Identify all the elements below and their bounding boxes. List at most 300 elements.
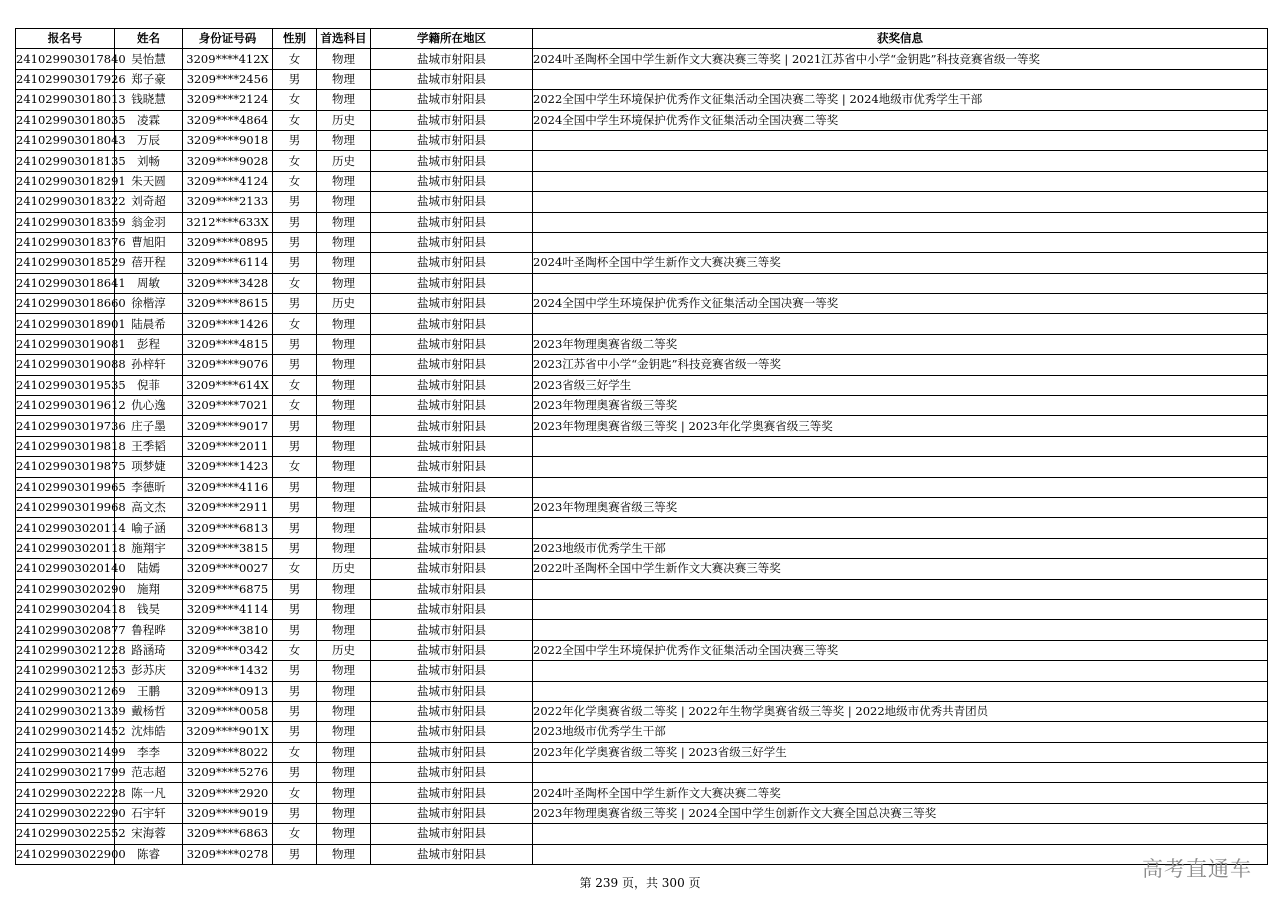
cell-awards: 2023年物理奥赛省级二等奖 xyxy=(533,334,1268,354)
cell-region: 盐城市射阳县 xyxy=(371,783,533,803)
table-body xyxy=(16,49,1268,865)
cell-registration-id: 241029903020118 xyxy=(16,538,115,558)
cell-name: 吴怡慧 xyxy=(115,49,183,69)
cell-id-card: 3209****8615 xyxy=(183,294,273,314)
cell-name: 路涵琦 xyxy=(115,640,183,660)
cell-id-card: 3209****0278 xyxy=(183,844,273,864)
cell-gender: 女 xyxy=(273,640,317,660)
cell-gender: 男 xyxy=(273,294,317,314)
table-row xyxy=(16,90,1268,110)
table-row xyxy=(16,742,1268,762)
cell-subject: 物理 xyxy=(317,681,371,701)
cell-subject: 物理 xyxy=(317,396,371,416)
cell-awards: 2023年物理奥赛省级三等奖 | 2023年化学奥赛省级三等奖 xyxy=(533,416,1268,436)
cell-registration-id: 241029903018660 xyxy=(16,294,115,314)
cell-subject: 物理 xyxy=(317,232,371,252)
cell-registration-id: 241029903018135 xyxy=(16,151,115,171)
cell-subject: 物理 xyxy=(317,803,371,823)
cell-subject: 历史 xyxy=(317,294,371,314)
cell-id-card: 3209****1423 xyxy=(183,457,273,477)
cell-subject: 物理 xyxy=(317,701,371,721)
cell-name: 喻子涵 xyxy=(115,518,183,538)
table-row xyxy=(16,192,1268,212)
cell-registration-id: 241029903019875 xyxy=(16,457,115,477)
cell-gender: 男 xyxy=(273,599,317,619)
cell-id-card: 3209****2133 xyxy=(183,192,273,212)
cell-awards: 2023江苏省中小学“金钥匙”科技竞赛省级一等奖 xyxy=(533,355,1268,375)
table-row xyxy=(16,783,1268,803)
cell-gender: 男 xyxy=(273,579,317,599)
table-row xyxy=(16,661,1268,681)
cell-name: 陆晨希 xyxy=(115,314,183,334)
cell-subject: 物理 xyxy=(317,477,371,497)
cell-awards: 2023年物理奥赛省级三等奖 xyxy=(533,497,1268,517)
cell-name: 刘畅 xyxy=(115,151,183,171)
cell-region: 盐城市射阳县 xyxy=(371,273,533,293)
cell-registration-id: 241029903018901 xyxy=(16,314,115,334)
cell-gender: 女 xyxy=(273,783,317,803)
cell-registration-id: 241029903019088 xyxy=(16,355,115,375)
cell-subject: 物理 xyxy=(317,518,371,538)
cell-registration-id: 241029903019965 xyxy=(16,477,115,497)
cell-region: 盐城市射阳县 xyxy=(371,763,533,783)
cell-subject: 物理 xyxy=(317,844,371,864)
cell-id-card: 3209****4815 xyxy=(183,334,273,354)
cell-subject: 物理 xyxy=(317,171,371,191)
cell-gender: 男 xyxy=(273,620,317,640)
table-row xyxy=(16,477,1268,497)
cell-awards: 2022全国中学生环境保护优秀作文征集活动全国决赛二等奖 | 2024地级市优秀学生干部 xyxy=(533,90,1268,110)
cell-awards xyxy=(533,599,1268,619)
cell-id-card: 3209****2011 xyxy=(183,436,273,456)
cell-id-card: 3209****6863 xyxy=(183,824,273,844)
cell-region: 盐城市射阳县 xyxy=(371,416,533,436)
cell-name: 彭苏庆 xyxy=(115,661,183,681)
table-row xyxy=(16,763,1268,783)
table-row xyxy=(16,844,1268,864)
cell-registration-id: 241029903018529 xyxy=(16,253,115,273)
table-row xyxy=(16,681,1268,701)
cell-name: 徐楷淳 xyxy=(115,294,183,314)
cell-name: 曹旭阳 xyxy=(115,232,183,252)
table-row xyxy=(16,416,1268,436)
cell-name: 彭程 xyxy=(115,334,183,354)
cell-id-card: 3209****9019 xyxy=(183,803,273,823)
cell-name: 万辰 xyxy=(115,130,183,150)
cell-registration-id: 241029903019968 xyxy=(16,497,115,517)
table-row xyxy=(16,579,1268,599)
cell-registration-id: 241029903018376 xyxy=(16,232,115,252)
cell-awards xyxy=(533,192,1268,212)
cell-name: 陈一凡 xyxy=(115,783,183,803)
cell-id-card: 3209****4124 xyxy=(183,171,273,191)
cell-name: 翁金羽 xyxy=(115,212,183,232)
cell-id-card: 3209****6875 xyxy=(183,579,273,599)
cell-region: 盐城市射阳县 xyxy=(371,620,533,640)
cell-region: 盐城市射阳县 xyxy=(371,518,533,538)
cell-registration-id: 241029903020114 xyxy=(16,518,115,538)
cell-subject: 物理 xyxy=(317,742,371,762)
cell-subject: 物理 xyxy=(317,783,371,803)
cell-registration-id: 241029903019818 xyxy=(16,436,115,456)
cell-awards xyxy=(533,273,1268,293)
cell-subject: 物理 xyxy=(317,661,371,681)
cell-awards: 2022叶圣陶杯全国中学生新作文大赛决赛三等奖 xyxy=(533,559,1268,579)
cell-subject: 物理 xyxy=(317,69,371,89)
cell-name: 周敏 xyxy=(115,273,183,293)
cell-name: 沈炜皓 xyxy=(115,722,183,742)
table-row xyxy=(16,640,1268,660)
cell-awards: 2023年物理奥赛省级三等奖 xyxy=(533,396,1268,416)
col-header-gender: 性别 xyxy=(273,29,317,49)
cell-region: 盐城市射阳县 xyxy=(371,559,533,579)
cell-subject: 物理 xyxy=(317,90,371,110)
table-row xyxy=(16,457,1268,477)
table-row xyxy=(16,599,1268,619)
cell-id-card: 3209****0058 xyxy=(183,701,273,721)
cell-gender: 男 xyxy=(273,436,317,456)
cell-registration-id: 241029903022900 xyxy=(16,844,115,864)
cell-region: 盐城市射阳县 xyxy=(371,396,533,416)
cell-registration-id: 241029903022552 xyxy=(16,824,115,844)
cell-region: 盐城市射阳县 xyxy=(371,334,533,354)
cell-subject: 物理 xyxy=(317,130,371,150)
cell-name: 范志超 xyxy=(115,763,183,783)
cell-subject: 物理 xyxy=(317,49,371,69)
cell-gender: 女 xyxy=(273,110,317,130)
cell-name: 施翔 xyxy=(115,579,183,599)
cell-id-card: 3209****0895 xyxy=(183,232,273,252)
cell-gender: 女 xyxy=(273,273,317,293)
cell-awards: 2023年化学奥赛省级二等奖 | 2023省级三好学生 xyxy=(533,742,1268,762)
cell-gender: 男 xyxy=(273,212,317,232)
table-row xyxy=(16,375,1268,395)
cell-region: 盐城市射阳县 xyxy=(371,212,533,232)
cell-registration-id: 241029903021799 xyxy=(16,763,115,783)
cell-region: 盐城市射阳县 xyxy=(371,824,533,844)
cell-gender: 男 xyxy=(273,130,317,150)
table-row xyxy=(16,334,1268,354)
cell-region: 盐城市射阳县 xyxy=(371,742,533,762)
cell-name: 宋海蓉 xyxy=(115,824,183,844)
cell-registration-id: 241029903021269 xyxy=(16,681,115,701)
cell-subject: 物理 xyxy=(317,273,371,293)
cell-gender: 女 xyxy=(273,171,317,191)
table-row xyxy=(16,538,1268,558)
cell-name: 凌霖 xyxy=(115,110,183,130)
cell-id-card: 3209****3810 xyxy=(183,620,273,640)
cell-gender: 女 xyxy=(273,375,317,395)
cell-name: 高文杰 xyxy=(115,497,183,517)
cell-region: 盐城市射阳县 xyxy=(371,640,533,660)
cell-registration-id: 241029903018035 xyxy=(16,110,115,130)
col-header-name: 姓名 xyxy=(115,29,183,49)
cell-region: 盐城市射阳县 xyxy=(371,722,533,742)
col-header-subject: 首选科目 xyxy=(317,29,371,49)
cell-awards: 2023地级市优秀学生干部 xyxy=(533,538,1268,558)
cell-name: 郑子豪 xyxy=(115,69,183,89)
cell-name: 刘奇超 xyxy=(115,192,183,212)
table-row xyxy=(16,294,1268,314)
cell-id-card: 3209****9028 xyxy=(183,151,273,171)
cell-name: 石宇轩 xyxy=(115,803,183,823)
cell-region: 盐城市射阳县 xyxy=(371,130,533,150)
table-row xyxy=(16,171,1268,191)
cell-registration-id: 241029903020140 xyxy=(16,559,115,579)
col-header-id: 报名号 xyxy=(16,29,115,49)
cell-gender: 女 xyxy=(273,742,317,762)
cell-subject: 物理 xyxy=(317,457,371,477)
cell-id-card: 3209****5276 xyxy=(183,763,273,783)
cell-name: 陆嫣 xyxy=(115,559,183,579)
cell-gender: 男 xyxy=(273,69,317,89)
cell-gender: 女 xyxy=(273,396,317,416)
cell-subject: 物理 xyxy=(317,192,371,212)
cell-region: 盐城市射阳县 xyxy=(371,457,533,477)
cell-id-card: 3209****1426 xyxy=(183,314,273,334)
cell-awards xyxy=(533,661,1268,681)
cell-subject: 物理 xyxy=(317,538,371,558)
cell-gender: 女 xyxy=(273,49,317,69)
cell-id-card: 3209****9017 xyxy=(183,416,273,436)
cell-subject: 历史 xyxy=(317,110,371,130)
cell-subject: 物理 xyxy=(317,212,371,232)
cell-id-card: 3209****0913 xyxy=(183,681,273,701)
cell-awards: 2023年物理奥赛省级三等奖 | 2024全国中学生创新作文大赛全国总决赛三等奖 xyxy=(533,803,1268,823)
cell-name: 鲁程晔 xyxy=(115,620,183,640)
cell-registration-id: 241029903021253 xyxy=(16,661,115,681)
cell-registration-id: 241029903019081 xyxy=(16,334,115,354)
table-row xyxy=(16,436,1268,456)
cell-id-card: 3209****9018 xyxy=(183,130,273,150)
cell-region: 盐城市射阳县 xyxy=(371,599,533,619)
cell-awards: 2022全国中学生环境保护优秀作文征集活动全国决赛三等奖 xyxy=(533,640,1268,660)
table-row xyxy=(16,69,1268,89)
cell-region: 盐城市射阳县 xyxy=(371,497,533,517)
cell-region: 盐城市射阳县 xyxy=(371,355,533,375)
cell-region: 盐城市射阳县 xyxy=(371,232,533,252)
cell-region: 盐城市射阳县 xyxy=(371,661,533,681)
cell-registration-id: 241029903022290 xyxy=(16,803,115,823)
cell-registration-id: 241029903019612 xyxy=(16,396,115,416)
cell-id-card: 3209****3815 xyxy=(183,538,273,558)
cell-id-card: 3209****7021 xyxy=(183,396,273,416)
table-row xyxy=(16,232,1268,252)
page-number: 第 239 页，共 300 页 xyxy=(579,876,701,890)
cell-name: 施翔宇 xyxy=(115,538,183,558)
cell-id-card: 3209****6813 xyxy=(183,518,273,538)
cell-awards xyxy=(533,69,1268,89)
cell-region: 盐城市射阳县 xyxy=(371,681,533,701)
cell-region: 盐城市射阳县 xyxy=(371,294,533,314)
cell-awards: 2024叶圣陶杯全国中学生新作文大赛决赛三等奖 | 2021江苏省中小学“金钥匙”科技竞赛省级一等奖 xyxy=(533,49,1268,69)
cell-awards xyxy=(533,579,1268,599)
cell-name: 王季韬 xyxy=(115,436,183,456)
cell-id-card: 3212****633X xyxy=(183,212,273,232)
cell-name: 孙梓轩 xyxy=(115,355,183,375)
cell-subject: 物理 xyxy=(317,497,371,517)
cell-awards: 2022年化学奥赛省级二等奖 | 2022年生物学奥赛省级三等奖 | 2022地级市优秀共青团员 xyxy=(533,701,1268,721)
cell-gender: 男 xyxy=(273,763,317,783)
cell-subject: 物理 xyxy=(317,722,371,742)
cell-name: 倪菲 xyxy=(115,375,183,395)
cell-region: 盐城市射阳县 xyxy=(371,803,533,823)
cell-awards xyxy=(533,763,1268,783)
cell-awards xyxy=(533,824,1268,844)
cell-region: 盐城市射阳县 xyxy=(371,314,533,334)
cell-id-card: 3209****0027 xyxy=(183,559,273,579)
cell-registration-id: 241029903018359 xyxy=(16,212,115,232)
table-row xyxy=(16,212,1268,232)
cell-gender: 男 xyxy=(273,661,317,681)
cell-registration-id: 241029903019535 xyxy=(16,375,115,395)
cell-subject: 物理 xyxy=(317,763,371,783)
cell-registration-id: 241029903019736 xyxy=(16,416,115,436)
cell-gender: 男 xyxy=(273,538,317,558)
cell-awards xyxy=(533,518,1268,538)
cell-gender: 男 xyxy=(273,518,317,538)
cell-subject: 物理 xyxy=(317,579,371,599)
cell-name: 朱天圆 xyxy=(115,171,183,191)
col-header-idcard: 身份证号码 xyxy=(183,29,273,49)
cell-gender: 男 xyxy=(273,192,317,212)
cell-region: 盐城市射阳县 xyxy=(371,69,533,89)
cell-subject: 物理 xyxy=(317,620,371,640)
cell-name: 蓓开程 xyxy=(115,253,183,273)
cell-registration-id: 241029903018322 xyxy=(16,192,115,212)
cell-region: 盐城市射阳县 xyxy=(371,477,533,497)
cell-gender: 男 xyxy=(273,701,317,721)
cell-registration-id: 241029903020290 xyxy=(16,579,115,599)
cell-awards xyxy=(533,436,1268,456)
cell-awards xyxy=(533,477,1268,497)
cell-gender: 男 xyxy=(273,416,317,436)
cell-id-card: 3209****4114 xyxy=(183,599,273,619)
cell-awards: 2024叶圣陶杯全国中学生新作文大赛决赛二等奖 xyxy=(533,783,1268,803)
cell-id-card: 3209****1432 xyxy=(183,661,273,681)
cell-registration-id: 241029903018291 xyxy=(16,171,115,191)
table-row xyxy=(16,803,1268,823)
cell-registration-id: 241029903020877 xyxy=(16,620,115,640)
table-row xyxy=(16,824,1268,844)
cell-name: 戴杨哲 xyxy=(115,701,183,721)
cell-subject: 物理 xyxy=(317,599,371,619)
cell-gender: 男 xyxy=(273,844,317,864)
cell-id-card: 3209****2920 xyxy=(183,783,273,803)
cell-subject: 物理 xyxy=(317,355,371,375)
cell-subject: 物理 xyxy=(317,375,371,395)
cell-region: 盐城市射阳县 xyxy=(371,49,533,69)
cell-name: 李德昕 xyxy=(115,477,183,497)
cell-id-card: 3209****9076 xyxy=(183,355,273,375)
table-row xyxy=(16,49,1268,69)
cell-gender: 男 xyxy=(273,497,317,517)
cell-awards xyxy=(533,151,1268,171)
cell-region: 盐城市射阳县 xyxy=(371,579,533,599)
table-row xyxy=(16,110,1268,130)
watermark-logo: 高考直通车 xyxy=(1142,857,1252,881)
header-row xyxy=(16,29,1268,49)
cell-awards: 2023省级三好学生 xyxy=(533,375,1268,395)
cell-gender: 男 xyxy=(273,477,317,497)
cell-gender: 男 xyxy=(273,253,317,273)
table-row xyxy=(16,701,1268,721)
cell-registration-id: 241029903018013 xyxy=(16,90,115,110)
cell-registration-id: 241029903021228 xyxy=(16,640,115,660)
cell-name: 钱昊 xyxy=(115,599,183,619)
cell-id-card: 3209****2911 xyxy=(183,497,273,517)
cell-name: 王鹏 xyxy=(115,681,183,701)
table-row xyxy=(16,253,1268,273)
cell-awards xyxy=(533,171,1268,191)
table-row xyxy=(16,559,1268,579)
cell-awards xyxy=(533,232,1268,252)
cell-awards xyxy=(533,314,1268,334)
cell-registration-id: 241029903020418 xyxy=(16,599,115,619)
cell-id-card: 3209****901X xyxy=(183,722,273,742)
table-row xyxy=(16,151,1268,171)
cell-registration-id: 241029903021339 xyxy=(16,701,115,721)
cell-name: 项梦婕 xyxy=(115,457,183,477)
table-row xyxy=(16,273,1268,293)
cell-region: 盐城市射阳县 xyxy=(371,436,533,456)
cell-id-card: 3209****412X xyxy=(183,49,273,69)
cell-name: 陈睿 xyxy=(115,844,183,864)
cell-awards xyxy=(533,130,1268,150)
cell-gender: 女 xyxy=(273,314,317,334)
cell-id-card: 3209****8022 xyxy=(183,742,273,762)
cell-id-card: 3209****0342 xyxy=(183,640,273,660)
cell-registration-id: 241029903021452 xyxy=(16,722,115,742)
table-row xyxy=(16,314,1268,334)
table-row xyxy=(16,518,1268,538)
cell-awards xyxy=(533,212,1268,232)
cell-gender: 女 xyxy=(273,90,317,110)
cell-gender: 男 xyxy=(273,722,317,742)
cell-awards: 2024全国中学生环境保护优秀作文征集活动全国决赛一等奖 xyxy=(533,294,1268,314)
roster-table xyxy=(15,28,1268,865)
cell-region: 盐城市射阳县 xyxy=(371,110,533,130)
cell-registration-id: 241029903018641 xyxy=(16,273,115,293)
cell-subject: 物理 xyxy=(317,314,371,334)
cell-region: 盐城市射阳县 xyxy=(371,844,533,864)
cell-subject: 历史 xyxy=(317,640,371,660)
cell-name: 李李 xyxy=(115,742,183,762)
cell-subject: 物理 xyxy=(317,436,371,456)
cell-gender: 男 xyxy=(273,334,317,354)
cell-subject: 物理 xyxy=(317,253,371,273)
cell-gender: 男 xyxy=(273,681,317,701)
cell-awards xyxy=(533,457,1268,477)
cell-registration-id: 241029903021499 xyxy=(16,742,115,762)
cell-id-card: 3209****6114 xyxy=(183,253,273,273)
cell-region: 盐城市射阳县 xyxy=(371,701,533,721)
cell-region: 盐城市射阳县 xyxy=(371,90,533,110)
col-header-awards: 获奖信息 xyxy=(533,29,1268,49)
cell-gender: 女 xyxy=(273,457,317,477)
cell-subject: 物理 xyxy=(317,416,371,436)
cell-gender: 男 xyxy=(273,803,317,823)
cell-region: 盐城市射阳县 xyxy=(371,192,533,212)
cell-name: 庄子墨 xyxy=(115,416,183,436)
table-row xyxy=(16,620,1268,640)
cell-gender: 女 xyxy=(273,824,317,844)
cell-subject: 物理 xyxy=(317,334,371,354)
cell-id-card: 3209****614X xyxy=(183,375,273,395)
cell-gender: 男 xyxy=(273,355,317,375)
cell-region: 盐城市射阳县 xyxy=(371,253,533,273)
cell-awards xyxy=(533,620,1268,640)
